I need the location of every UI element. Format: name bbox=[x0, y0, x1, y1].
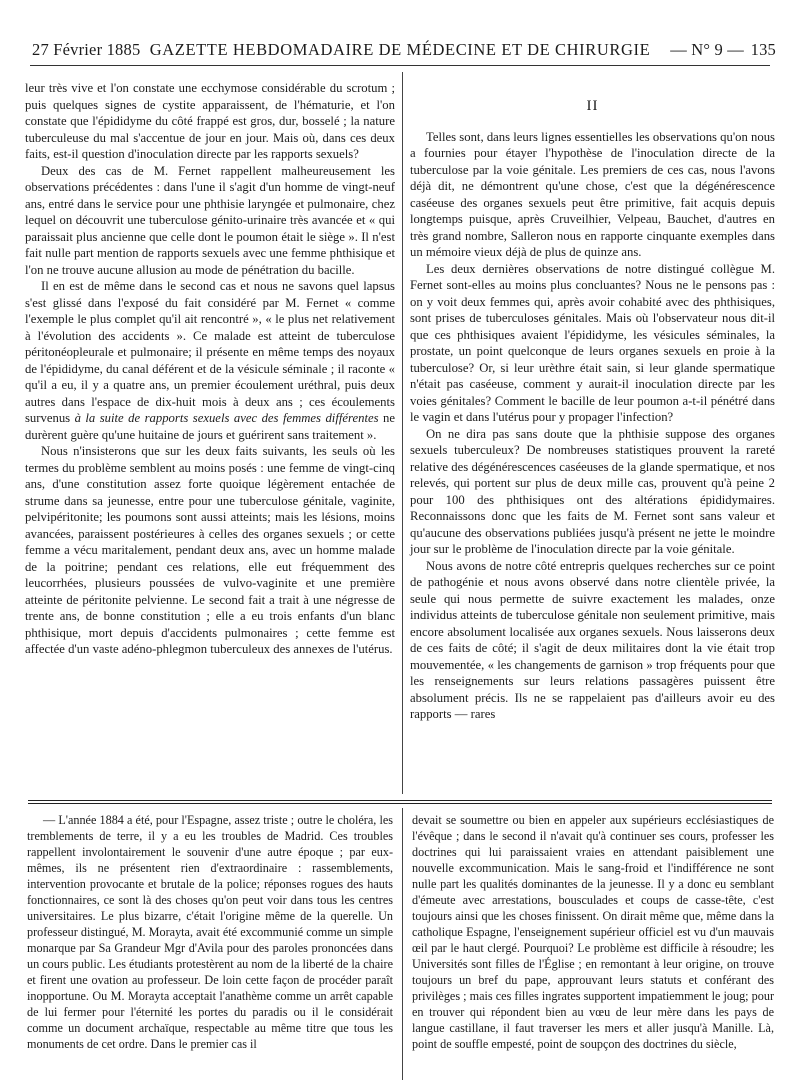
page-header bbox=[24, 40, 776, 62]
paragraph: — L'année 1884 a été, pour l'Espagne, assez triste ; outre le choléra, les tremblements de terre, il y a eu les troubles de Madrid. Ces troubles rappellent involontairement le souvenir d'une autre époque ; par eux-mêmes, ils ne présentent rien d'extraordinaire : rassemblements, intervention provocante et brutale de la police; réponses rogues des hauts fonctionnaires, ce sont là des choses qu'on peut voir dans tous les centres universitaires. Le plus bizarre, c'était l'origine même de la querelle. Un professeur distingué, M. Morayta, avait été excommunié comme un simple monarque par Sa Grandeur Mgr d'Avila pour des paroles prononcées dans un cours public. Les étudiants protestèrent au nom de la liberté de la chaire et firent une ovation au professeur. De loin cette façon de procéder paraît inopportune. Ou M. Morayta acceptait l'anathème comme un arrêt capable de lui fermer pour l'éternité les portes du paradis ou il le considérait comme un document archaïque, respectable au même titre que tous les monuments de cet ordre. Dans le premier cas il bbox=[27, 813, 393, 1051]
journal-title: GAZETTE HEBDOMADAIRE DE MÉDECINE ET DE CHIRURGIE bbox=[149, 40, 651, 59]
paragraph bbox=[25, 278, 395, 443]
issue-number: — N° 9 — bbox=[670, 40, 744, 59]
page-number: 135 bbox=[750, 40, 776, 59]
paragraph: leur très vive et l'on constate une ecchymose considérable du scrotum ; puis quelques signes de cystite apparaissent, de l'hématurie, et l'on constate que l'épididyme du côté frappé est gros, dur, bosselé ; la nature tuberculeuse du mal s'accentue de jour en jour. Mais où, dans ces deux faits, est-il question d'inoculation directe par les rapports sexuels? bbox=[25, 81, 395, 161]
top-left-column bbox=[25, 80, 395, 658]
top-right-column bbox=[410, 80, 775, 723]
issue-date: 27 Février 1885 bbox=[32, 40, 141, 59]
section-separator bbox=[28, 800, 772, 801]
paragraph: Les deux dernières observations de notre distingué collègue M. Fernet sont-elles au moins plus concluantes? Nous ne le pensons pas : on y voit deux femmes qui, après avoir cohabité avec des phthisiques, sont prises de tuberculoses génitales. Mais où l'observateur nous dit-il que ces phthisiques avaient l'épididyme, les vésicules séminales, la prostate, un point quelconque de leurs organes sexuels en proie à la tuberculose? Or, si leur urèthre était sain, si leur glande spermatique n'était pas caséeuse, comment y aurait-il inoculation directe par les voies génitales? Comment le bacille de leur poumon a-t-il pénétré dans le vagin et dans l'utérus pour y propager l'infection? bbox=[410, 261, 775, 424]
paragraph: Nous avons de notre côté entrepris quelques recherches sur ce point de pathogénie et nous avons observé dans notre clientèle privée, la seule qui nous permette de suivre exactement les malades, onze individus atteints de tuberculose génitale non seulement primitive, mais encore absolument localisée aux organes sexuels. Nous laisserons deux de ces faits de côté; il s'agit de deux militaires dont la vie était trop mouvementée, « les changements de garnison » trop fréquents pour que les renseignements sur leurs relations passagères puissent être absolument précis. Ils ne se rappelaient pas d'ailleurs avoir eu des rapports — rares bbox=[410, 558, 775, 721]
section-heading: II bbox=[586, 98, 599, 114]
italic-quote: à la suite de rapports sexuels avec des femmes différentes bbox=[74, 411, 379, 425]
paragraph-text: ne durèrent guère qu'une huitaine de jours et guérirent sans traitement ». bbox=[25, 411, 395, 442]
section-separator bbox=[28, 803, 772, 804]
paragraph: devait se soumettre ou bien en appeler aux supérieurs ecclésiastiques de l'évêque ; dans le second il n'avait qu'à continuer ses cours, professer les doctrines qui lui paraissaient vraies en attendant paisiblement une nouvelle excommunication. Mais le sang-froid et l'indifférence ne sont nulle part les qualités dominantes de la jeunesse. Il y a donc eu semblant d'émeute avec arrestations, bousculades et coups de casse-tête, c'est toujours ainsi que les choses finissent. On dirait même que, même dans la catholique Espagne, l'enseignement supérieur officiel est vu d'un mauvais œil par le haut clergé. Pourquoi? Le problème est difficile à résoudre; les Universités sont filles de l'Église ; en remontant à leur origine, on trouve toujours un bref du pape, approuvant leurs statuts et conférant des privilèges ; mais ces filles ingrates supportent impatiemment le joug; pour en trouver qui répondent bien au vœu de leur mère dans les pays de langue castillane, il faut traverser les mers et aller jusqu'à Manille. Là, point de souffle empesté, point de soupçon des doctrines du siècle, bbox=[412, 813, 774, 1051]
bottom-left-column bbox=[27, 812, 393, 1052]
header-rule bbox=[30, 65, 770, 66]
paragraph: Deux des cas de M. Fernet rappellent malheureusement les observations précédentes : dans l'une il s'agit d'un homme de vingt-neuf ans, entré dans le service pour une phthisie laryngée et pulmonaire, chez lequel on découvrit une tuberculose génito-urinaire très avancée et « qui paraissait plus ancienne que celle dont le poumon était le siège ». Il n'est fait nulle part mention de rapports sexuels avec une femme phthisique et l'on ne trouve aucune allusion au mode de pénétration du bacille. bbox=[25, 163, 395, 277]
column-divider-bottom bbox=[402, 808, 403, 1080]
bottom-right-column bbox=[412, 812, 774, 1052]
paragraph: Telles sont, dans leurs lignes essentielles les observations qu'on nous a fournies pour étayer l'hypothèse de l'inoculation directe de la tuberculose par la voie génitale. Les premiers de ces cas, nous l'avons déjà dit, ne démontrent qu'une chose, c'est que la dégénérescence caséeuse des organes sexuels peut être primitive, fait acquis depuis longtemps puisque, après Cruveilhier, Velpeau, Bauchet, d'autres en très grand nombre, Salleron nous en rapporte cinquante exemples dans un mémoire vieux déjà de plus de quinze ans. bbox=[410, 129, 775, 259]
paragraph: Nous n'insisterons que sur les deux faits suivants, les seuls où les termes du problème semblent au moins posés : une femme de vingt-cinq ans, d'une constitution assez forte quoique légèrement entachée de strume dans sa jeunesse, entre pour une tuberculose génitale, vaginite, pelvipéritonite; les poumons sont aussi atteints; mais les lésions, moins avancées, paraissent postérieures à celles des organes sexuels ; or cette femme a vécu maritalement, pendant deux ans, avec un homme malade de la poitrine; pendant ces relations, elle eut fréquemment des leucorrhées, plusieurs poussées de vulvo-vaginite et une première atteinte de péritonite pelvienne. Le second fait a trait à une négresse de trente ans, de bonne constitution ; elle a eu trois enfants d'un blanc phthisique, mort depuis d'accidents pulmonaires ; cette femme est affectée d'un vaste adéno-phlegmon tuberculeux des annexes de l'utérus. bbox=[25, 444, 395, 656]
paragraph-text: Il en est de même dans le second cas et nous ne savons quel lapsus s'est glissé dans l'exposé du fait considéré par M. Fernet « comme l'exemple le plus complet qu'il ait rencontré », « le plus net relativement à l'évolution des accidents ». Ce malade est atteint de tuberculose péritonéopleurale et pulmonaire; il présente en même temps des noyaux de l'épididyme, du canal déférent et de la vésicule séminale ; il raconte « qu'il a eu, il y a quatre ans, un premier écoulement uréthral, puis deux autres dans l'espace de dix-huit mois à deux ans ; ces écoulements survenus bbox=[25, 279, 395, 425]
column-divider-top bbox=[402, 72, 403, 794]
paragraph: On ne dira pas sans doute que la phthisie suppose des organes sexuels tuberculeux? De nombreuses statistiques prouvent la rareté relative des dégénérescences caséeuses de la glande spermatique, et nos relevés, qui portent sur plus de deux mille cas, prouvent qu'à peine 2 pour 100 des phthisiques ont des altérations épididymaires. Reconnaissons donc que les faits de M. Fernet sont sans valeur et qu'aucune des observations publiées jusqu'à présent ne jette le moindre jour sur le problème de l'inoculation directe par la voie génitale. bbox=[410, 426, 775, 556]
